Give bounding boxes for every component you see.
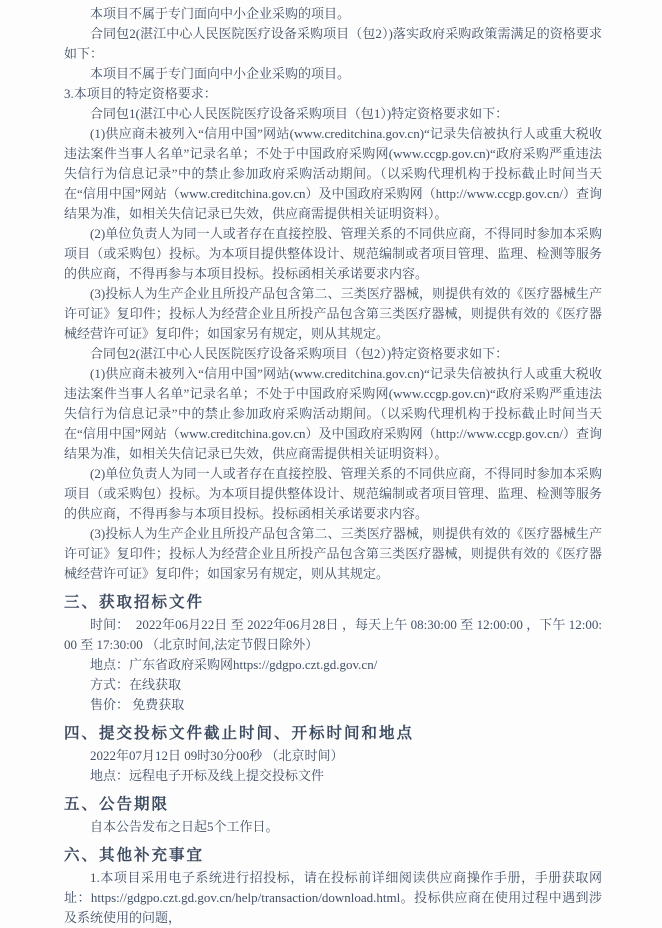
section-heading: 六、其他补充事宜 <box>64 847 205 864</box>
paragraph: 3.本项目的特定资格要求： <box>64 86 217 101</box>
section-heading: 五、公告期限 <box>64 796 170 813</box>
procurement-notice-body <box>64 4 602 928</box>
paragraph: (1)供应商未被列入“信用中国”网站(www.creditchina.gov.cn)“记录失信被执行人或重大税收违法案件当事人名单”记录名单；不处于中国政府采购网(www.ccgp.gov.cn)“政府采购严重违法失信行为信息记录”中的禁止参加政府采购活动期间。（以采购代理机构于投标截止时间当天在“信用中国”网站（www.creditchina.gov.cn）及中国政府采购网（http://www.ccgp.gov.cn/）查询结果为准，如相关失信记录已失效，供应商需提供相关证明资料）。 <box>64 126 602 221</box>
paragraph: (3)投标人为生产企业且所投产品包含第二、三类医疗器械，则提供有效的《医疗器械生产许可证》复印件；投标人为经营企业且所投产品包含第三类医疗器械，则提供有效的《医疗器械经营许可证》复印件；如国家另有规定，则从其规定。 <box>64 526 602 581</box>
paragraph: (2)单位负责人为同一人或者存在直接控股、管理关系的不同供应商，不得同时参加本采购项目（或采购包）投标。为本项目提供整体设计、规范编制或者项目管理、监理、检测等服务的供应商，不得再参与本项目投标。投标函相关承诺要求内容。 <box>64 466 602 521</box>
paragraph: 本项目不属于专门面向中小企业采购的项目。 <box>90 6 351 21</box>
paragraph: 2022年07月12日 09时30分00秒 （北京时间） <box>90 748 344 763</box>
paragraph: 地点：远程电子开标及线上提交投标文件 <box>90 768 325 783</box>
section-heading: 三、获取招标文件 <box>64 594 205 611</box>
paragraph: (2)单位负责人为同一人或者存在直接控股、管理关系的不同供应商，不得同时参加本采购项目（或采购包）投标。为本项目提供整体设计、规范编制或者项目管理、监理、检测等服务的供应商，不得再参与本项目投标。投标函相关承诺要求内容。 <box>64 226 602 281</box>
paragraph: 时间： 2022年06月22日 至 2022年06月28日 ，每天上午 08:30:00 至 12:00:00 ，下午 12:00:00 至 17:30:00 （北京时间,法定节假日除外） <box>64 617 602 652</box>
paragraph: 本项目不属于专门面向中小企业采购的项目。 <box>90 66 351 81</box>
paragraph: (1)供应商未被列入“信用中国”网站(www.creditchina.gov.cn)“记录失信被执行人或重大税收违法案件当事人名单”记录名单；不处于中国政府采购网(www.ccgp.gov.cn)“政府采购严重违法失信行为信息记录”中的禁止参加政府采购活动期间。（以采购代理机构于投标截止时间当天在“信用中国”网站（www.creditchina.gov.cn）及中国政府采购网（http://www.ccgp.gov.cn/）查询结果为准，如相关失信记录已失效，供应商需提供相关证明资料）。 <box>64 366 602 461</box>
paragraph: 地点：广东省政府采购网https://gdgpo.czt.gd.gov.cn/ <box>90 657 378 672</box>
paragraph: 合同包2(湛江中心人民医院医疗设备采购项目（包2）)特定资格要求如下： <box>90 346 509 361</box>
paragraph: 合同包2(湛江中心人民医院医疗设备采购项目（包2）)落实政府采购政策需满足的资格要求如下： <box>64 26 602 61</box>
paragraph: 合同包1(湛江中心人民医院医疗设备采购项目（包1）)特定资格要求如下： <box>90 106 509 121</box>
paragraph: 方式：在线获取 <box>90 677 182 692</box>
paragraph: 自本公告发布之日起5个工作日。 <box>90 819 279 834</box>
paragraph: 售价： 免费获取 <box>90 697 185 712</box>
section-heading: 四、提交投标文件截止时间、开标时间和地点 <box>64 725 415 742</box>
paragraph: 1.本项目采用电子系统进行招投标，请在投标前详细阅读供应商操作手册，手册获取网址：https://gdgpo.czt.gd.gov.cn/help/transaction/download.html。投标供应商在使用过程中遇到涉及系统使用的问题， <box>64 870 602 925</box>
paragraph: (3)投标人为生产企业且所投产品包含第二、三类医疗器械，则提供有效的《医疗器械生产许可证》复印件；投标人为经营企业且所投产品包含第三类医疗器械，则提供有效的《医疗器械经营许可证》复印件；如国家另有规定，则从其规定。 <box>64 286 602 341</box>
